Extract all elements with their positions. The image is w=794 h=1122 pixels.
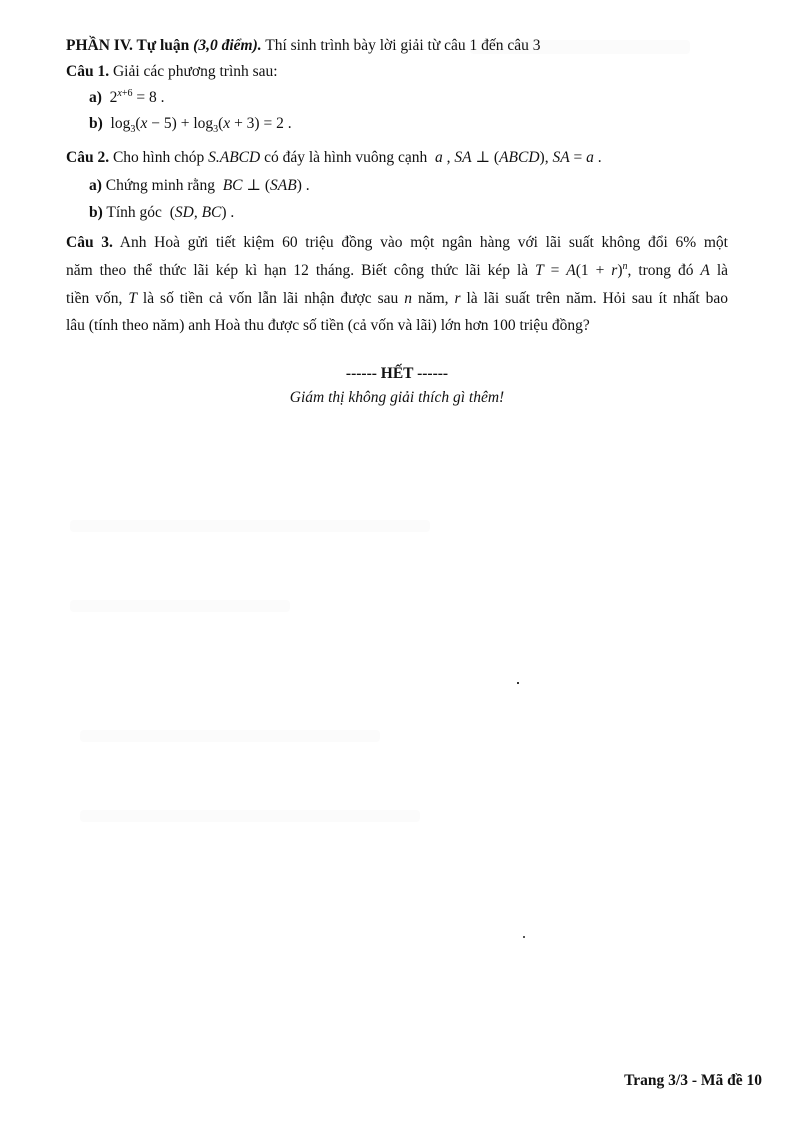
question-3-line-3-a: tiền vốn, [66, 290, 123, 307]
question-3-line-1-text: Anh Hoà gửi tiết kiệm 60 triệu đồng vào một ngân hàng với lãi suất không đổi 6% một [119, 234, 728, 251]
question-2b [89, 203, 234, 223]
compound-interest-formula: $T = A(1 + r)^n$ [535, 260, 628, 279]
question-3-line-2-pre: năm theo thể thức lãi kép kì hạn 12 tháng. Biết công thức lãi kép là [66, 262, 529, 279]
variable-t: T [128, 290, 137, 307]
part-points: (3,0 điểm). [193, 37, 262, 54]
page-footer: Trang 3/3 - Mã đề 10 [624, 1072, 762, 1089]
question-2b-math: (SD, BC) . [165, 204, 235, 221]
question-2-text-pre: Cho hình chóp [112, 149, 205, 166]
question-1-label: Câu 1. [66, 63, 110, 80]
part-instruction: Thí sinh trình bày lời giải từ câu 1 đến câu 3 [265, 37, 541, 54]
stray-dot [523, 936, 525, 938]
question-2b-label: b) [89, 204, 103, 221]
part-header [66, 36, 541, 56]
question-2a-math: BC ⊥ (SAB) . [218, 177, 310, 194]
question-2a-text: Chứng minh rằng [105, 177, 215, 194]
question-3-line-3 [66, 289, 728, 309]
bleed-through-mark [80, 810, 420, 822]
pyramid-name: S.ABCD [208, 149, 261, 166]
proctor-note: Giám thị không giải thích gì thêm! [289, 389, 505, 406]
question-3-line-2-post: , trong đó [627, 262, 694, 279]
question-3-line-3-c: năm, [417, 290, 449, 307]
question-2-label: Câu 2. [66, 149, 110, 166]
question-3-line-4 [66, 316, 590, 336]
question-3-line-1 [66, 233, 728, 253]
variable-n: n [404, 290, 412, 307]
question-3-line-4-text: lâu (tính theo năm) anh Hoà thu được số tiền (cả vốn và lãi) lớn hơn 100 triệu đồng? [66, 317, 590, 334]
question-3-label: Câu 3. [66, 234, 113, 251]
question-1b [89, 114, 292, 134]
bleed-through-mark [80, 730, 380, 742]
question-3-line-3-b: là số tiền cả vốn lẫn lãi nhận được sau [142, 290, 399, 307]
question-2-text-mid: có đáy là hình vuông cạnh [264, 149, 428, 166]
question-2a [89, 176, 310, 196]
equation-1a: $2^{x+6} = 8$ . [105, 87, 165, 106]
equation-1b: $\log_3(x - 5) + \log_3(x + 3) = 2$ . [106, 115, 292, 136]
question-1-text: Giải các phương trình sau: [112, 63, 278, 80]
question-2 [66, 148, 602, 168]
question-1a-label: a) [89, 89, 102, 106]
variable-a: A [700, 262, 710, 279]
question-3-line-2-end: là [716, 262, 729, 279]
part-title: PHẦN IV. Tự luận [66, 37, 190, 54]
question-1a [89, 88, 165, 108]
question-1 [66, 62, 278, 82]
question-2-math: a , SA ⊥ (ABCD), SA = a . [431, 149, 602, 166]
variable-r: r [454, 290, 461, 307]
question-3-line-2 [66, 261, 728, 281]
bleed-through-mark [70, 520, 430, 532]
question-2a-label: a) [89, 177, 102, 194]
question-1b-label: b) [89, 115, 103, 132]
question-2b-text: Tính góc [106, 204, 162, 221]
bleed-through-mark [70, 600, 290, 612]
end-marker: ------ HẾT ------ [345, 365, 449, 382]
question-3-line-3-d: là lãi suất trên năm. Hỏi sau ít nhất bao [466, 290, 729, 307]
stray-dot [517, 682, 519, 684]
